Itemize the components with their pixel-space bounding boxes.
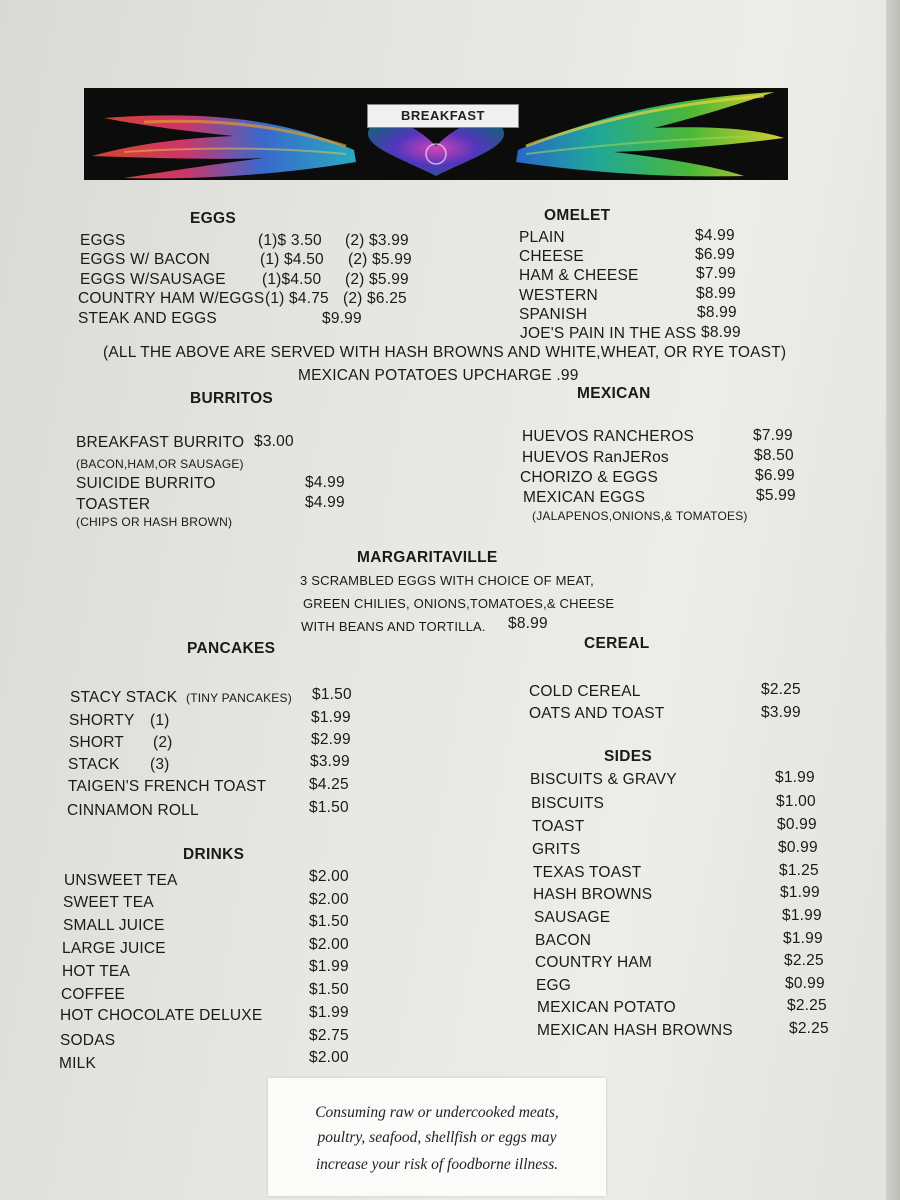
warning-line: increase your risk of foodborne illness.: [315, 1156, 559, 1173]
menu-item-name: MEXICAN POTATO: [537, 999, 676, 1016]
menu-item-price: $3.99: [310, 753, 350, 770]
margaritaville-description: WITH BEANS AND TORTILLA.: [301, 619, 486, 634]
menu-item-name: CHORIZO & EGGS: [520, 469, 659, 486]
menu-item-name: COLD CEREAL: [529, 683, 641, 700]
pancakes-heading: PANCAKES: [187, 640, 276, 657]
burritos-heading: BURRITOS: [190, 390, 274, 407]
menu-item-price: (2) $5.99: [348, 251, 412, 268]
menu-item-name: COFFEE: [61, 986, 126, 1003]
menu-item-name: SHORTY: [69, 712, 135, 729]
menu-item-name: BACON: [535, 932, 592, 949]
menu-item-price: $1.25: [779, 862, 819, 879]
eggs-heading: EGGS: [190, 210, 236, 227]
menu-item-name: MEXICAN HASH BROWNS: [537, 1022, 733, 1039]
menu-item-name: JOE'S PAIN IN THE ASS: [520, 325, 697, 342]
menu-item-price: (1)$4.50: [262, 271, 322, 288]
menu-item-price: $2.25: [787, 997, 827, 1014]
menu-item-price: $1.50: [309, 981, 349, 998]
menu-item-price: (2) $6.25: [343, 290, 407, 307]
menu-item-price: $8.99: [696, 285, 736, 302]
menu-item-price: $8.99: [508, 615, 548, 632]
margaritaville-description: 3 SCRAMBLED EGGS WITH CHOICE OF MEAT,: [300, 573, 594, 588]
menu-item-name: BISCUITS & GRAVY: [530, 771, 677, 788]
warning-line: Consuming raw or undercooked meats,: [315, 1104, 559, 1121]
menu-item-name: EGGS W/SAUSAGE: [80, 271, 226, 288]
menu-item-price: $8.99: [697, 304, 737, 321]
menu-item-name: COUNTRY HAM: [535, 954, 653, 971]
menu-item-price: $8.50: [754, 447, 794, 464]
menu-item-price: $4.99: [695, 227, 735, 244]
menu-item-price: $3.00: [254, 433, 294, 450]
menu-item-price: $6.99: [695, 246, 735, 263]
menu-item-name: STEAK AND EGGS: [78, 310, 217, 327]
menu-item-name: HUEVOS RanJERos: [522, 449, 669, 466]
menu-item-price: $1.99: [309, 958, 349, 975]
menu-item-price: $1.50: [312, 686, 352, 703]
menu-item-price: $2.75: [309, 1027, 349, 1044]
menu-item-quantity: (2): [153, 734, 173, 751]
menu-item-price: $0.99: [785, 975, 825, 992]
menu-item-name: PLAIN: [519, 229, 565, 246]
menu-item-price: $1.99: [311, 709, 351, 726]
menu-item-name: HAM & CHEESE: [519, 267, 639, 284]
menu-item-price: $0.99: [777, 816, 817, 833]
served-with-note: (ALL THE ABOVE ARE SERVED WITH HASH BROWNS AND WHITE,WHEAT, OR RYE TOAST): [103, 344, 787, 361]
winged-heart-artwork: [84, 88, 788, 180]
menu-item-name: STACK: [68, 756, 120, 773]
breakfast-banner: [84, 88, 788, 180]
menu-item-price: $2.99: [311, 731, 351, 748]
warning-line: poultry, seafood, shellfish or eggs may: [317, 1129, 557, 1146]
menu-item-name: CINNAMON ROLL: [67, 802, 199, 819]
menu-item-note: (TINY PANCAKES): [186, 691, 292, 705]
menu-item-name: SMALL JUICE: [63, 917, 165, 934]
menu-item-name: TEXAS TOAST: [533, 864, 642, 881]
menu-item-price: $2.00: [309, 891, 349, 908]
menu-item-price: $1.50: [309, 799, 349, 816]
mexican-heading: MEXICAN: [577, 385, 651, 402]
menu-item-price: $2.00: [309, 1049, 349, 1066]
menu-item-price: $4.25: [309, 776, 349, 793]
menu-item-price: $7.99: [696, 265, 736, 282]
menu-item-price: $2.25: [789, 1020, 829, 1037]
cereal-heading: CEREAL: [584, 635, 650, 652]
menu-item-price: (1) $4.50: [260, 251, 324, 268]
menu-item-price: (2) $3.99: [345, 232, 409, 249]
menu-item-price: $0.99: [778, 839, 818, 856]
menu-item-price: $7.99: [753, 427, 793, 444]
menu-item-quantity: (1): [150, 712, 170, 729]
menu-item-name: SHORT: [69, 734, 124, 751]
menu-item-name: BREAKFAST BURRITO: [76, 434, 245, 451]
menu-item-name: BISCUITS: [531, 795, 605, 812]
margaritaville-heading: MARGARITAVILLE: [357, 549, 498, 566]
banner-title: BREAKFAST: [367, 104, 519, 128]
menu-item-price: $1.99: [775, 769, 815, 786]
menu-item-price: $2.25: [761, 681, 801, 698]
margaritaville-description: GREEN CHILIES, ONIONS,TOMATOES,& CHEESE: [303, 596, 615, 611]
menu-item-name: GRITS: [532, 841, 581, 858]
menu-item-name: LARGE JUICE: [62, 940, 166, 957]
menu-item-name: WESTERN: [519, 287, 598, 304]
menu-item-name: HASH BROWNS: [533, 886, 653, 903]
food-safety-warning-sticker: [268, 1078, 606, 1196]
menu-item-name: TOAST: [532, 818, 585, 835]
menu-item-name: OATS AND TOAST: [529, 705, 665, 722]
sides-heading: SIDES: [604, 748, 653, 765]
menu-item-price: (1)$ 3.50: [258, 232, 322, 249]
menu-item-note: (BACON,HAM,OR SAUSAGE): [76, 457, 244, 471]
menu-item-price: $1.99: [782, 907, 822, 924]
menu-item-price: $4.99: [305, 474, 345, 491]
menu-item-note: (JALAPENOS,ONIONS,& TOMATOES): [532, 509, 748, 523]
menu-item-name: SUICIDE BURRITO: [76, 475, 216, 492]
menu-item-price: (2) $5.99: [345, 271, 409, 288]
menu-item-price: $2.00: [309, 936, 349, 953]
menu-item-name: SODAS: [60, 1032, 116, 1049]
menu-item-name: EGGS: [80, 232, 126, 249]
menu-item-price: $2.25: [784, 952, 824, 969]
menu-item-name: HOT TEA: [62, 963, 131, 980]
menu-item-name: EGGS W/ BACON: [80, 251, 211, 268]
menu-item-name: TAIGEN'S FRENCH TOAST: [68, 778, 267, 795]
menu-item-price: $1.99: [780, 884, 820, 901]
menu-item-price: $2.00: [309, 868, 349, 885]
menu-item-quantity: (3): [150, 756, 170, 773]
drinks-heading: DRINKS: [183, 846, 245, 863]
menu-item-price: $1.99: [309, 1004, 349, 1021]
menu-item-price: $1.50: [309, 913, 349, 930]
menu-item-name: HOT CHOCOLATE DELUXE: [60, 1007, 263, 1024]
menu-item-name: UNSWEET TEA: [64, 872, 178, 889]
menu-item-name: TOASTER: [76, 496, 151, 513]
menu-item-price: (1) $4.75: [265, 290, 329, 307]
menu-item-name: MEXICAN EGGS: [523, 489, 646, 506]
menu-item-name: MILK: [59, 1055, 96, 1072]
menu-item-price: $6.99: [755, 467, 795, 484]
menu-item-price: $1.00: [776, 793, 816, 810]
menu-item-price: $4.99: [305, 494, 345, 511]
menu-item-name: CHEESE: [519, 248, 584, 265]
upcharge-note: MEXICAN POTATOES UPCHARGE .99: [298, 367, 579, 384]
page-edge-shadow: [886, 0, 900, 1200]
menu-item-name: EGG: [536, 977, 572, 994]
omelet-heading: OMELET: [544, 207, 611, 224]
menu-item-name: SPANISH: [519, 306, 588, 323]
menu-item-name: SAUSAGE: [534, 909, 611, 926]
menu-item-price: $1.99: [783, 930, 823, 947]
menu-item-name: HUEVOS RANCHEROS: [522, 428, 695, 445]
menu-item-price: $3.99: [761, 704, 801, 721]
menu-item-note: (CHIPS OR HASH BROWN): [76, 515, 233, 529]
menu-item-price: $9.99: [322, 310, 362, 327]
menu-item-price: $8.99: [701, 324, 741, 341]
menu-item-price: $5.99: [756, 487, 796, 504]
menu-item-name: STACY STACK: [70, 689, 178, 706]
menu-item-name: SWEET TEA: [63, 894, 154, 911]
menu-item-name: COUNTRY HAM W/EGGS: [78, 290, 265, 307]
